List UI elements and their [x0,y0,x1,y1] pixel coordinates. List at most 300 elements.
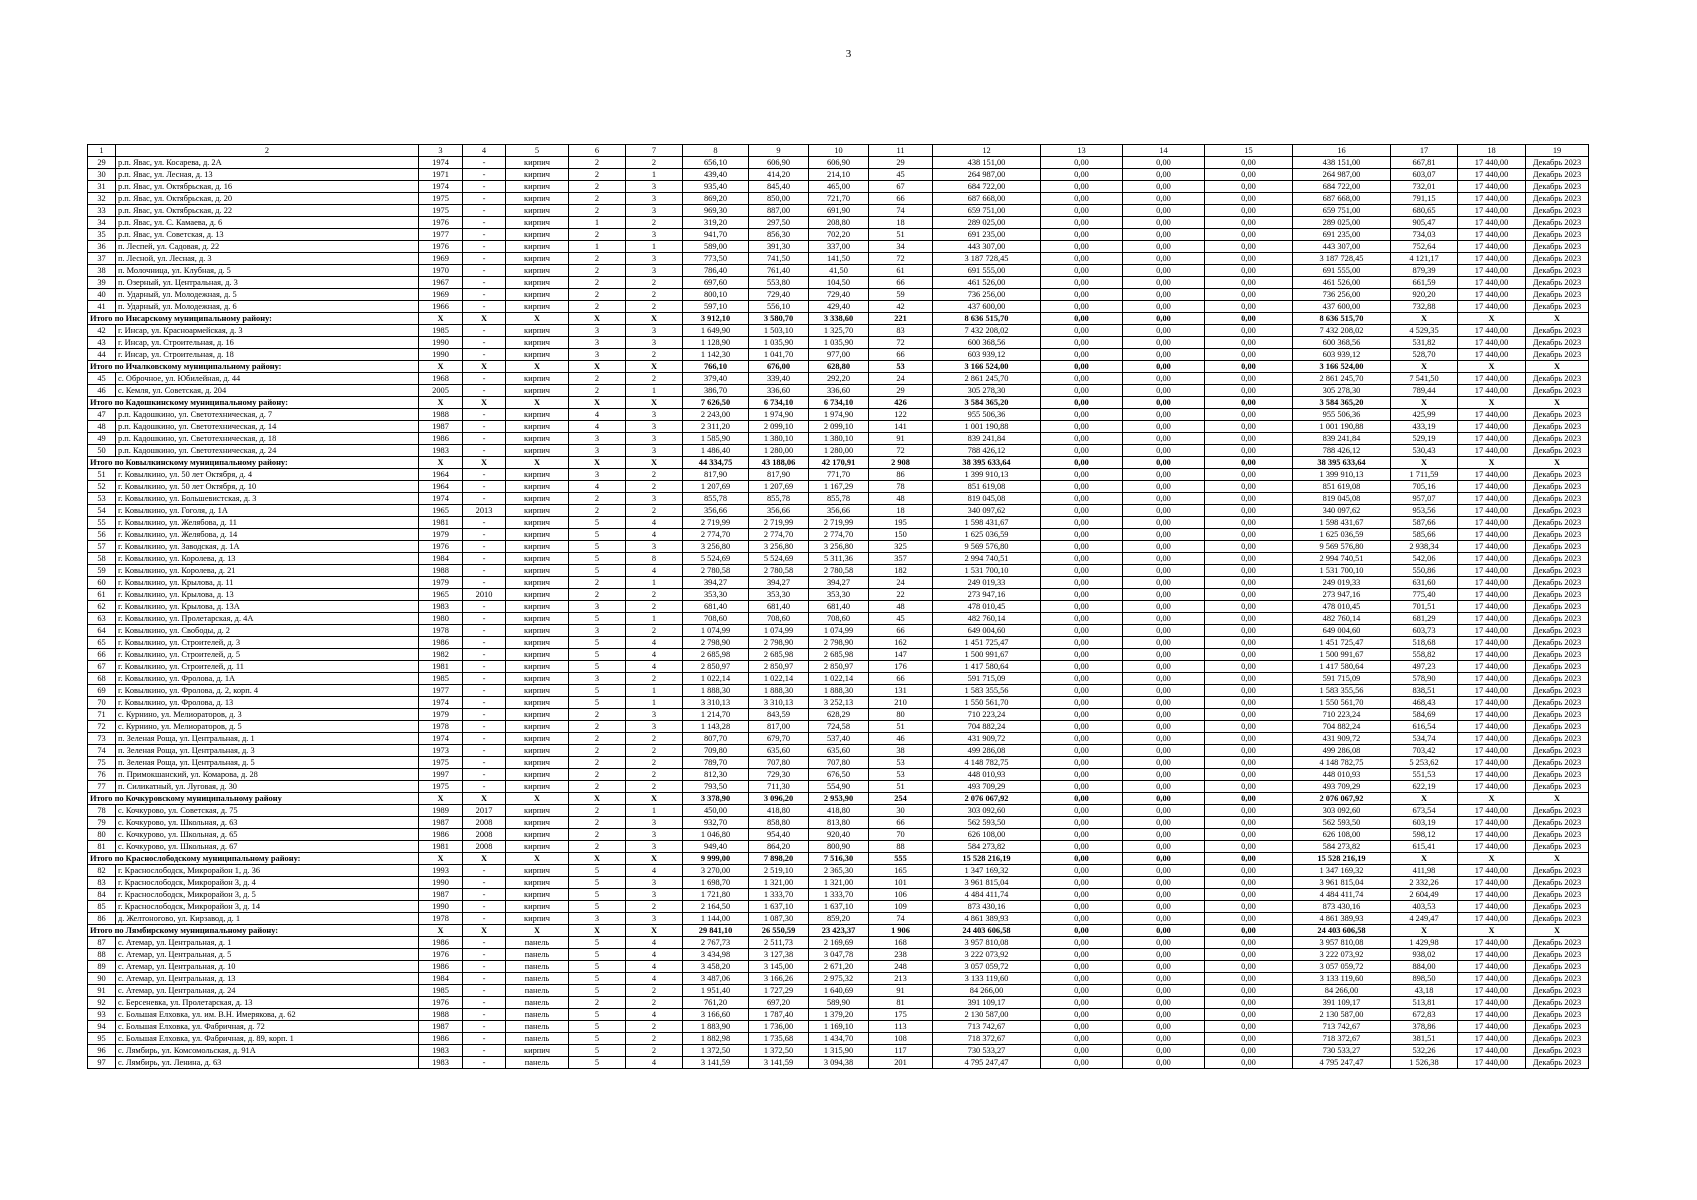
table-cell: 3 458,20 [683,961,749,973]
table-cell: 0,00 [1123,289,1205,301]
table-cell: 687 668,00 [933,193,1041,205]
table-cell: 898,50 [1391,973,1458,985]
row-number-cell: 67 [88,661,116,673]
table-cell: - [463,733,506,745]
table-cell: 1970 [419,265,463,277]
table-cell: 1979 [419,577,463,589]
table-cell: 0,00 [1205,409,1293,421]
table-cell: 17 440,00 [1458,553,1526,565]
address-cell: с. Оброчное, ул. Юбилейная, д. 44 [116,373,419,385]
table-cell: 1976 [419,217,463,229]
table-cell: 4 121,17 [1391,253,1458,265]
table-cell: 676,50 [809,769,869,781]
table-cell: 551,53 [1391,769,1458,781]
table-cell: 718 372,67 [933,1033,1041,1045]
table-cell: 0,00 [1205,961,1293,973]
table-cell: 3 957 810,08 [933,937,1041,949]
table-cell: Декабрь 2023 [1526,301,1589,313]
table-cell: 0,00 [1041,289,1123,301]
table-cell: 3 [626,709,683,721]
table-cell: 598,12 [1391,829,1458,841]
row-number-cell: 71 [88,709,116,721]
address-cell: с. Кочкурово, ул. Школьная, д. 63 [116,817,419,829]
address-cell: г. Ковылкино, ул. Крылова, д. 13 [116,589,419,601]
district-total-label: Итого по Ковылкинскому муниципальному району: [88,457,419,469]
table-cell: - [463,673,506,685]
table-cell: 0,00 [1205,397,1293,409]
table-cell: 0,00 [1205,637,1293,649]
table-cell: 584,69 [1391,709,1458,721]
table-cell: 5 [569,1057,626,1069]
table-row [88,505,1589,517]
table-cell: 1985 [419,985,463,997]
table-cell: 66 [869,193,933,205]
table-cell: 2 [569,289,626,301]
table-cell: 3 133 119,60 [933,973,1041,985]
table-cell: 4 [626,1057,683,1069]
table-cell: 529,19 [1391,433,1458,445]
table-cell: 0,00 [1041,937,1123,949]
table-cell: 0,00 [1041,1045,1123,1057]
table-cell: 681,40 [809,601,869,613]
table-cell: 2 [569,493,626,505]
table-cell: 1986 [419,937,463,949]
table-cell: кирпич [506,445,569,457]
table-cell: 953,56 [1391,505,1458,517]
table-cell: Декабрь 2023 [1526,949,1589,961]
table-cell: 6 734,10 [809,397,869,409]
table-cell: кирпич [506,1045,569,1057]
row-number-cell: 64 [88,625,116,637]
table-cell: 1 380,10 [749,433,809,445]
table-cell: 812,30 [683,769,749,781]
table-cell: 0,00 [1123,973,1205,985]
table-cell: 838,51 [1391,685,1458,697]
table-cell: 1990 [419,901,463,913]
row-number-cell: 65 [88,637,116,649]
table-cell: 3 057 059,72 [1293,961,1391,973]
table-cell: 210 [869,697,933,709]
table-cell: 710 223,24 [1293,709,1391,721]
table-cell: 53 [869,757,933,769]
table-cell: 684 722,00 [933,181,1041,193]
table-cell: Декабрь 2023 [1526,985,1589,997]
table-cell: 1 735,68 [749,1033,809,1045]
table-cell: 701,51 [1391,601,1458,613]
table-cell: X [1526,457,1589,469]
table-cell: 2 850,97 [749,661,809,673]
table-cell: 5 [569,1033,626,1045]
table-cell: 0,00 [1205,601,1293,613]
table-cell: 1 380,10 [809,433,869,445]
district-total-label: Итого по Краснослободскому муниципальному району: [88,853,419,865]
table-cell: 681,40 [749,601,809,613]
table-cell: 394,27 [809,577,869,589]
table-cell: 1 429,98 [1391,937,1458,949]
table-cell: 0,00 [1205,445,1293,457]
column-header: 13 [1041,145,1123,157]
table-cell: 0,00 [1205,325,1293,337]
table-cell: 0,00 [1123,361,1205,373]
table-cell: 1 451 725,47 [1293,637,1391,649]
table-cell: 0,00 [1123,901,1205,913]
table-cell: 182 [869,565,933,577]
table-cell: 443 307,00 [1293,241,1391,253]
table-cell: 711,30 [749,781,809,793]
address-cell: г. Ковылкино, ул. Желябова, д. 11 [116,517,419,529]
table-cell: - [463,277,506,289]
table-cell: 730 533,27 [1293,1045,1391,1057]
table-cell: 0,00 [1041,649,1123,661]
table-cell: 1 526,38 [1391,1057,1458,1069]
table-cell: 0,00 [1205,1021,1293,1033]
row-number-cell: 68 [88,673,116,685]
table-cell: 0,00 [1205,1033,1293,1045]
table-cell: 2 [626,301,683,313]
address-cell: п. Лесной, ул. Лесная, д. 3 [116,253,419,265]
table-cell: кирпич [506,277,569,289]
table-cell: 273 947,16 [1293,589,1391,601]
table-cell: 600 368,56 [1293,337,1391,349]
table-cell: 788 426,12 [1293,445,1391,457]
table-cell: кирпич [506,733,569,745]
table-cell: 2 [569,577,626,589]
table-body [88,157,1589,1069]
table-cell: X [1391,361,1458,373]
row-number-cell: 86 [88,913,116,925]
address-cell: г. Ковылкино, ул. Крылова, д. 11 [116,577,419,589]
table-cell: 2010 [463,589,506,601]
table-cell: 106 [869,889,933,901]
table-cell: 0,00 [1205,841,1293,853]
table-cell: 17 440,00 [1458,193,1526,205]
table-cell: 2 [569,781,626,793]
table-cell: 437 600,00 [933,301,1041,313]
table-cell: 4 484 411,74 [1293,889,1391,901]
table-cell: 2 [626,1033,683,1045]
table-cell: 7 432 208,02 [933,325,1041,337]
table-cell: 3 252,13 [809,697,869,709]
table-cell: 0,00 [1123,865,1205,877]
table-cell: 438 151,00 [1293,157,1391,169]
table-cell: 1 711,59 [1391,469,1458,481]
table-cell: 0,00 [1205,589,1293,601]
table-cell: 17 440,00 [1458,709,1526,721]
address-cell: г. Ковылкино, ул. Королева, д. 21 [116,565,419,577]
table-cell: Декабрь 2023 [1526,613,1589,625]
table-cell: 2 [569,265,626,277]
table-row [88,625,1589,637]
table-cell: 0,00 [1205,253,1293,265]
table-cell: X [1458,397,1526,409]
table-cell: 0,00 [1205,421,1293,433]
table-cell: 17 440,00 [1458,337,1526,349]
table-cell: 2 [569,229,626,241]
table-cell: 17 440,00 [1458,889,1526,901]
table-cell: панель [506,1009,569,1021]
table-cell: 0,00 [1123,625,1205,637]
table-cell: 1987 [419,421,463,433]
table-cell: - [463,937,506,949]
table-cell: 0,00 [1205,349,1293,361]
table-cell: 0,00 [1123,745,1205,757]
table-cell: 0,00 [1123,961,1205,973]
table-cell: 0,00 [1123,481,1205,493]
table-cell: 4 [626,637,683,649]
table-cell: 0,00 [1041,613,1123,625]
table-cell: 0,00 [1123,733,1205,745]
table-cell: 3 256,80 [683,541,749,553]
table-cell: X [1526,793,1589,805]
table-cell: 213 [869,973,933,985]
table-cell: 17 440,00 [1458,781,1526,793]
table-cell: Декабрь 2023 [1526,193,1589,205]
table-cell: 0,00 [1123,781,1205,793]
row-number-cell: 41 [88,301,116,313]
table-cell: X [506,361,569,373]
table-cell: 1 379,20 [809,1009,869,1021]
column-header: 16 [1293,145,1391,157]
table-cell: - [463,1009,506,1021]
page-number: 3 [845,48,852,60]
table-cell: 3 [626,829,683,841]
table-cell: 691 555,00 [933,265,1041,277]
table-cell: 0,00 [1205,673,1293,685]
address-cell: г. Ковылкино, ул. Заводская, д. 1А [116,541,419,553]
table-cell: 1 640,69 [809,985,869,997]
table-cell: 1976 [419,541,463,553]
table-cell: 518,68 [1391,637,1458,649]
column-header: 1 [88,145,116,157]
table-cell: 17 440,00 [1458,601,1526,613]
column-header: 17 [1391,145,1458,157]
table-cell: панель [506,997,569,1009]
address-cell: п. Зеленая Роща, ул. Центральная, д. 3 [116,745,419,757]
address-cell: с. Кочкурово, ул. Советская, д. 75 [116,805,419,817]
table-cell: Декабрь 2023 [1526,553,1589,565]
table-cell: панель [506,973,569,985]
table-cell: - [463,241,506,253]
table-cell: 74 [869,913,933,925]
table-cell: 30 [869,805,933,817]
table-cell: 954,40 [749,829,809,841]
table-cell: Декабрь 2023 [1526,901,1589,913]
district-total-row [88,313,1589,325]
table-cell: 606,90 [809,157,869,169]
table-cell: 2 [626,217,683,229]
column-header: 3 [419,145,463,157]
table-cell: 289 025,00 [933,217,1041,229]
table-cell: 773,50 [683,253,749,265]
table-cell: 0,00 [1205,733,1293,745]
table-cell: - [463,217,506,229]
table-cell: 2 719,99 [749,517,809,529]
table-cell: 1 882,98 [683,1033,749,1045]
table-cell: Декабрь 2023 [1526,841,1589,853]
table-cell: 0,00 [1041,997,1123,1009]
table-cell: 0,00 [1205,877,1293,889]
address-cell: с. Атемар, ул. Центральная, д. 24 [116,985,419,997]
table-cell: 4 [569,481,626,493]
table-cell: 1 074,99 [683,625,749,637]
table-cell: кирпич [506,229,569,241]
table-cell: 2 [569,745,626,757]
table-cell: 1 [569,241,626,253]
table-cell: 2 099,10 [809,421,869,433]
table-cell: 168 [869,937,933,949]
table-cell: - [463,745,506,757]
table-cell: 1 736,00 [749,1021,809,1033]
table-cell: 289 025,00 [1293,217,1391,229]
table-cell: 2 975,32 [809,973,869,985]
table-cell: 0,00 [1205,157,1293,169]
table-cell: 17 440,00 [1458,169,1526,181]
table-cell: 1968 [419,373,463,385]
column-header: 12 [933,145,1041,157]
table-row [88,517,1589,529]
table-cell: 15 528 216,19 [1293,853,1391,865]
table-cell: 905,47 [1391,217,1458,229]
address-cell: р.п. Явас, ул. Октябрьская, д. 16 [116,181,419,193]
table-cell: 0,00 [1123,637,1205,649]
table-cell: 661,59 [1391,277,1458,289]
table-cell: 3 584 365,20 [933,397,1041,409]
table-cell: 606,90 [749,157,809,169]
table-cell: X [463,925,506,937]
table-cell: 819 045,08 [1293,493,1391,505]
table-cell: кирпич [506,589,569,601]
row-number-cell: 34 [88,217,116,229]
table-cell: 2 774,70 [749,529,809,541]
table-cell: 1975 [419,193,463,205]
table-cell: - [463,973,506,985]
table-cell: 2 994 740,51 [933,553,1041,565]
table-cell: - [463,565,506,577]
table-cell: 254 [869,793,933,805]
table-cell: 0,00 [1041,565,1123,577]
table-cell: 0,00 [1041,601,1123,613]
table-cell: 17 440,00 [1458,385,1526,397]
table-cell: 0,00 [1041,637,1123,649]
table-cell: 703,42 [1391,745,1458,757]
table-cell: 1986 [419,829,463,841]
column-header: 19 [1526,145,1589,157]
table-cell: Декабрь 2023 [1526,481,1589,493]
table-cell: 91 [869,985,933,997]
table-cell: Декабрь 2023 [1526,541,1589,553]
address-cell: с. Большая Елховка, ул. им. В.Н. Имерякова, д. 62 [116,1009,419,1021]
table-cell: Декабрь 2023 [1526,721,1589,733]
table-cell: 403,53 [1391,901,1458,913]
table-cell: 736 256,00 [1293,289,1391,301]
table-cell: 730 533,27 [933,1045,1041,1057]
table-cell: 0,00 [1123,529,1205,541]
table-cell: 1 649,90 [683,325,749,337]
table-row [88,1021,1589,1033]
table-cell: 2 780,58 [683,565,749,577]
table-cell: 1 041,70 [749,349,809,361]
table-cell: Декабрь 2023 [1526,349,1589,361]
address-cell: г. Инсар, ул. Строительная, д. 16 [116,337,419,349]
table-cell: Декабрь 2023 [1526,217,1589,229]
table-cell: X [626,457,683,469]
table-cell: 17 440,00 [1458,949,1526,961]
table-cell: 356,66 [683,505,749,517]
table-cell: 2 [569,817,626,829]
table-cell: 4 [569,421,626,433]
table-cell: 17 440,00 [1458,1033,1526,1045]
address-cell: п. Озерный, ул. Центральная, д. 3 [116,277,419,289]
table-row [88,577,1589,589]
table-cell: 0,00 [1205,313,1293,325]
table-cell: кирпич [506,253,569,265]
table-cell: 1964 [419,469,463,481]
table-cell: 1 888,30 [809,685,869,697]
column-header: 9 [749,145,809,157]
table-cell: 2 767,73 [683,937,749,949]
table-cell: - [463,325,506,337]
table-cell: 0,00 [1123,577,1205,589]
table-cell: 17 440,00 [1458,541,1526,553]
table-cell: 771,70 [809,469,869,481]
table-cell: Декабрь 2023 [1526,1021,1589,1033]
table-cell: 42 [869,301,933,313]
table-cell: 920,40 [809,829,869,841]
table-cell: 2 685,98 [809,649,869,661]
table-cell: 394,27 [683,577,749,589]
table-cell: X [626,313,683,325]
table-cell: 4 [626,529,683,541]
table-cell: 1 347 169,32 [1293,865,1391,877]
table-cell: X [1391,793,1458,805]
table-cell: 3 166,60 [683,1009,749,1021]
table-cell: 1 074,99 [809,625,869,637]
table-cell: 17 440,00 [1458,745,1526,757]
table-cell: Декабрь 2023 [1526,469,1589,481]
table-cell: 1 [626,241,683,253]
table-cell: кирпич [506,805,569,817]
table-cell: Декабрь 2023 [1526,253,1589,265]
table-row [88,613,1589,625]
table-cell: X [1391,397,1458,409]
table-cell: 0,00 [1041,949,1123,961]
table-cell: Декабрь 2023 [1526,817,1589,829]
table-cell: кирпич [506,817,569,829]
table-cell: 2 [626,781,683,793]
table-cell: 221 [869,313,933,325]
table-cell: - [463,613,506,625]
table-cell: 5 [569,565,626,577]
table-cell: 2 [626,769,683,781]
table-cell: 1 [626,613,683,625]
table-cell: 1 001 190,88 [1293,421,1391,433]
table-row [88,937,1589,949]
row-number-cell: 49 [88,433,116,445]
table-cell: 578,90 [1391,673,1458,685]
table-cell: 74 [869,205,933,217]
table-row [88,265,1589,277]
table-cell: 0,00 [1123,769,1205,781]
row-number-cell: 82 [88,865,116,877]
table-cell: 17 440,00 [1458,1021,1526,1033]
table-cell: 935,40 [683,181,749,193]
table-cell: 38 395 633,64 [933,457,1041,469]
table-cell: - [463,445,506,457]
table-cell: 800,10 [683,289,749,301]
address-cell: р.п. Явас, ул. Советская, д. 13 [116,229,419,241]
table-cell: 6 734,10 [749,397,809,409]
table-cell: 41,50 [809,265,869,277]
